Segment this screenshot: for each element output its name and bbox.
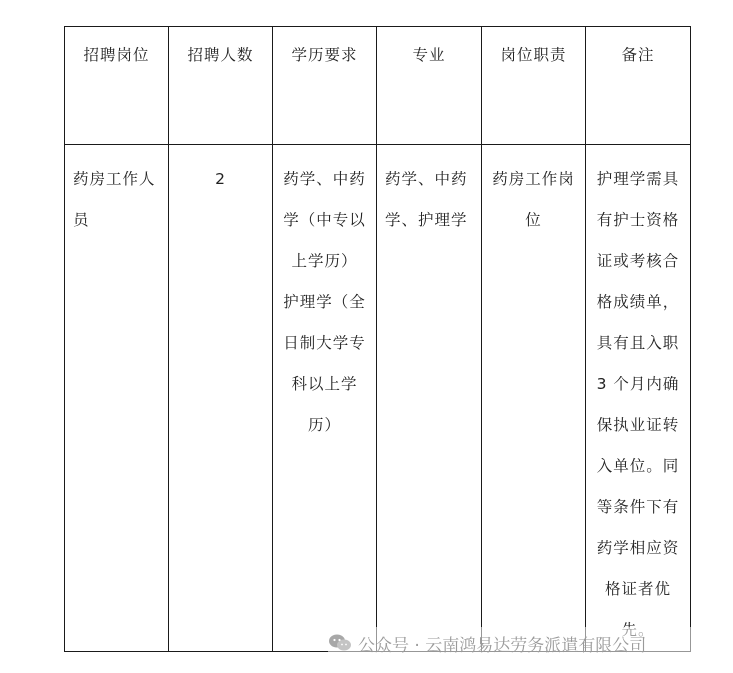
cell-position: 药房工作人 员 — [65, 145, 169, 652]
cell-education: 药学、中药 学（中专以 上学历） 护理学（全 日制大学专 科以上学 历） — [273, 145, 377, 652]
header-cell-major: 专业 — [377, 27, 482, 145]
header-cell-duty: 岗位职责 — [482, 27, 586, 145]
cell-remark: 护理学需具 有护士资格 证或考核合 格成绩单， 具有且入职 3 个月内确 保执业证转 入单位。同 等条件下有 药学相应资 格证者优 — [586, 145, 691, 652]
table-row — [65, 145, 691, 652]
cell-count: 2 — [169, 145, 273, 652]
header-cell-education: 学历要求 — [273, 27, 377, 145]
cell-duty: 药房工作岗 位 — [482, 145, 586, 652]
header-cell-remark: 备注 — [586, 27, 691, 145]
cell-major: 药学、中药 学、护理学 — [377, 145, 482, 652]
watermark-text: 公众号 · 云南鸿易达劳务派遣有限公司 — [358, 635, 647, 656]
header-cell-count: 招聘人数 — [169, 27, 273, 145]
wechat-icon — [328, 633, 352, 653]
table-header-row — [65, 27, 691, 145]
recruitment-table — [64, 26, 691, 652]
watermark — [328, 627, 718, 659]
header-cell-position: 招聘岗位 — [65, 27, 169, 145]
